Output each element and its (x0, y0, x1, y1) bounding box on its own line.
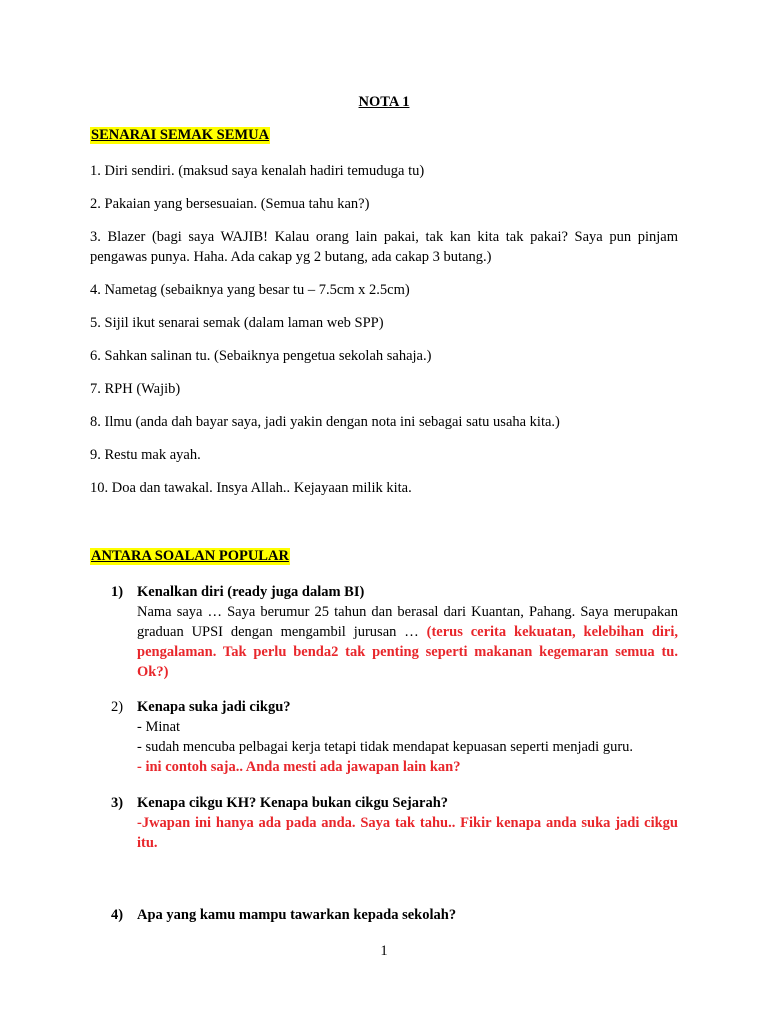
question-number: 1) (111, 584, 124, 600)
answer-note: (terus cerita kekuatan, kelebihan diri, pengalaman. Tak perlu benda2 tak penting seperti makanan kegemaran semua tu. Ok?) (137, 624, 679, 680)
checklist-item: 2. Pakaian yang bersesuaian. (Semua tahu kan?) (90, 196, 370, 212)
question-title: Kenapa cikgu KH? Kenapa bukan cikgu Sejarah? (137, 795, 449, 811)
answer-line: - sudah mencuba pelbagai kerja tetapi tidak mendapat kepuasan seperti menjadi guru. (137, 739, 634, 755)
question-answer (137, 717, 678, 777)
question-number: 2) (111, 699, 124, 715)
question-title: Kenapa suka jadi cikgu? (137, 699, 291, 715)
question-title: Kenalkan diri (ready juga dalam BI) (137, 584, 365, 600)
popular-questions-heading: ANTARA SOALAN POPULAR (91, 548, 289, 564)
checklist-item: 8. Ilmu (anda dah bayar saya, jadi yakin dengan nota ini sebagai satu usaha kita.) (90, 414, 560, 430)
answer-text: Nama saya … Saya berumur 25 tahun dan berasal dari Kuantan, Pahang. Saya merupakan graduan UPSI dengan mengambil jurusan … (137, 604, 678, 640)
checklist-item: 5. Sijil ikut senarai semak (dalam laman web SPP) (90, 315, 384, 331)
question-number: 3) (111, 795, 124, 811)
checklist-heading: SENARAI SEMAK SEMUA (91, 127, 270, 143)
question-item (90, 793, 678, 853)
question-item (90, 582, 678, 682)
checklist-item: 6. Sahkan salinan tu. (Sebaiknya pengetua sekolah sahaja.) (90, 348, 432, 364)
question-item (90, 697, 678, 777)
answer-line: - Minat (137, 719, 181, 735)
page-number: 1 (380, 943, 388, 959)
checklist-item: 3. Blazer (bagi saya WAJIB! Kalau orang lain pakai, tak kan kita tak pakai? Saya pun pinjam pengawas punya. Haha. Ada cakap yg 2 butang, ada cakap 3 butang.) (90, 229, 678, 265)
checklist-item: 4. Nametag (sebaiknya yang besar tu – 7.5cm x 2.5cm) (90, 282, 410, 298)
answer-note: -Jwapan ini hanya ada pada anda. Saya tak tahu.. Fikir kenapa anda suka jadi cikgu itu. (137, 815, 678, 851)
question-number: 4) (111, 907, 124, 923)
checklist-item: 9. Restu mak ayah. (90, 447, 201, 463)
question-item (90, 905, 678, 925)
checklist-item: 1. Diri sendiri. (maksud saya kenalah hadiri temuduga tu) (90, 163, 425, 179)
checklist-item: 7. RPH (Wajib) (90, 381, 181, 397)
question-title: Apa yang kamu mampu tawarkan kepada sekolah? (137, 907, 457, 923)
question-answer (137, 602, 678, 682)
checklist-item: 10. Doa dan tawakal. Insya Allah.. Kejayaan milik kita. (90, 480, 412, 496)
checklist (90, 161, 678, 511)
page-title: NOTA 1 (358, 94, 410, 110)
answer-note: - ini contoh saja.. Anda mesti ada jawapan lain kan? (137, 759, 461, 775)
question-list (90, 582, 678, 925)
